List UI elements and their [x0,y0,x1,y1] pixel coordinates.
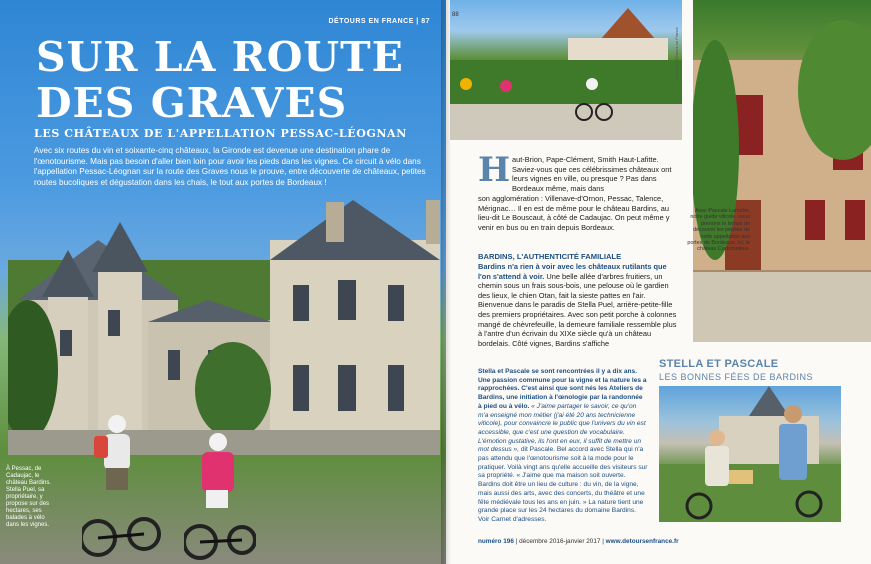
box-heading: STELLA ET PASCALE [659,358,779,370]
footer-url: www.detoursenfrance.fr [605,538,679,545]
footer-issue: numéro 196 [478,538,514,545]
title-line-1: SUR LA ROUTE [36,33,404,81]
cyclist-photo-1 [82,410,162,560]
page-number: 88 [452,12,459,18]
bardins-owners-illustration [659,386,841,522]
photo-credit: Photos © Détours en France [674,27,679,78]
vineyard-photo-caption: Avec Pascale Laroche, notre guide viticole, nous prenons le temps de découvrir les pépites de cette appellation aux portes de Bordeaux. Ici, le château Carbonnieux. [687,208,750,253]
body-intro-continued: son agglomération : Villenave-d'Ornon, Pessac, Talence, Mérignac… Il en est de même pour le château Bardins, au lieu-dit Le Bouscaut, à côté de Cadaujac. On peut même y venir en bus ou en train depuis Bordeaux. [478,194,670,232]
sidebar-box-text [478,368,648,525]
box-lead: Stella et Pascale se sont rencontrées il y a dix ans. Une passion commune pour la vigne et la nature les a rapprochées. C'est ainsi que sont nés les Ateliers de Bardins, une initiation à l'œnologie par la randonnée à pied ou à vélo. [478,368,647,410]
intro-text-1: Avec six routes du vin et soixante-cinq châteaux, la Gironde est devenue une destination phare de l'œnotourisme. Mais pas besoin d'aller bien loin pour avoir les pieds dans les vignes. [34,146,391,166]
cyclist-photo-2 [184,428,256,564]
box-quote-attribution: dit Pascale. [520,446,555,454]
intro-paragraph [34,146,429,188]
page-footer [478,538,679,545]
section-body [478,262,680,348]
section-lead: Bardins n'a rien à voir avec les châteaux rutilants que l'on s'attend à voir. [478,262,667,281]
box-body: Bel accord avec Stella qui n'a pas attendu que l'œnotourisme soit à la mode pour le pratiquer. Voilà vingt ans qu'elle accueille des visiteurs sur sa propriété. « J'aime que ma maison soit ouverte. Bardins doit être un lieu de culture : du vin, de la vigne, mais aussi des arts, avec des concerts, du théâtre et une fête médiévale tous les ans en juin. » La nature tient une grande place sur les 24 hectares du domaine Bardins. Voir Carnet d'adresses. [478,446,648,523]
ivy-chateau-photo [693,0,871,342]
box-quote: « J'aime partager le savoir, ce qu'on m'a enseigné mon métier (j'ai été 20 ans technicienne viticole), pour convaincre le public que l'univers du vin est accessible, que c'est une question de vocabulaire. L'émotion gustative, ils l'ont en eux, il suffit de mettre un mot dessus », [478,402,646,454]
section-heading: BARDINS, L'AUTHENTICITÉ FAMILIALE [478,252,622,261]
photo-caption: À Pessac, de Cadaujac, le château Bardins. Stella Puel, sa propriétaire, y propose sur des hectares, ses balades à vélo dans les vignes. [6,466,52,528]
article-subtitle: LES CHÂTEAUX DE L'APPELLATION PESSAC-LÉOGNAN [34,127,407,140]
ivy-chateau-illustration [693,0,871,342]
bardins-owners-photo [659,386,841,522]
section-text: Une belle allée d'arbres fruitiers, un chemin sous un frais sous-bois, une pelouse où le gardien des lieux, le chien Otan, fait la sieste pattes en l'air. Bienvenue dans le paradis de Stella Puel, arrière-petite-fille des premiers propriétaires. Avec son petit porche à colonnes mangé de chèvrefeuille, la demeure familiale ressemble plus à l'antre d'un écrivain du XIXe siècle qu'à un château bordelais. Côté vignes, Bardins s'affiche [478,271,677,348]
article-title [36,34,436,126]
chateau-photo [8,200,440,455]
title-line-2: DES GRAVES [36,79,348,127]
drop-cap: H [478,150,511,190]
vineyard-cycling-photo [450,0,682,140]
running-head: DÉTOURS EN FRANCE | 87 [328,18,430,25]
intro-text-2: Ce circuit à vélo dans l'appellation Pessac-Léognan sur la route des Graves nous le prouve, entre découverte de châteaux, petites routes bucoliques et dégustation dans les chais, le tout aux portes de Bordeaux ! [34,156,426,187]
vineyard-cycling-illustration [450,0,682,140]
footer-date: | décembre 2016-janvier 2017 | [513,538,606,545]
box-subheading: LES BONNES FÉES DE BARDINS [659,372,814,382]
body-intro: aut-Brion, Pape-Clément, Smith Haut-Lafitte. Saviez-vous que ces célébrissimes châteaux ont leurs vignes en ville, ou presque ? Pas dans Bordeaux même, mais dans [512,155,672,193]
